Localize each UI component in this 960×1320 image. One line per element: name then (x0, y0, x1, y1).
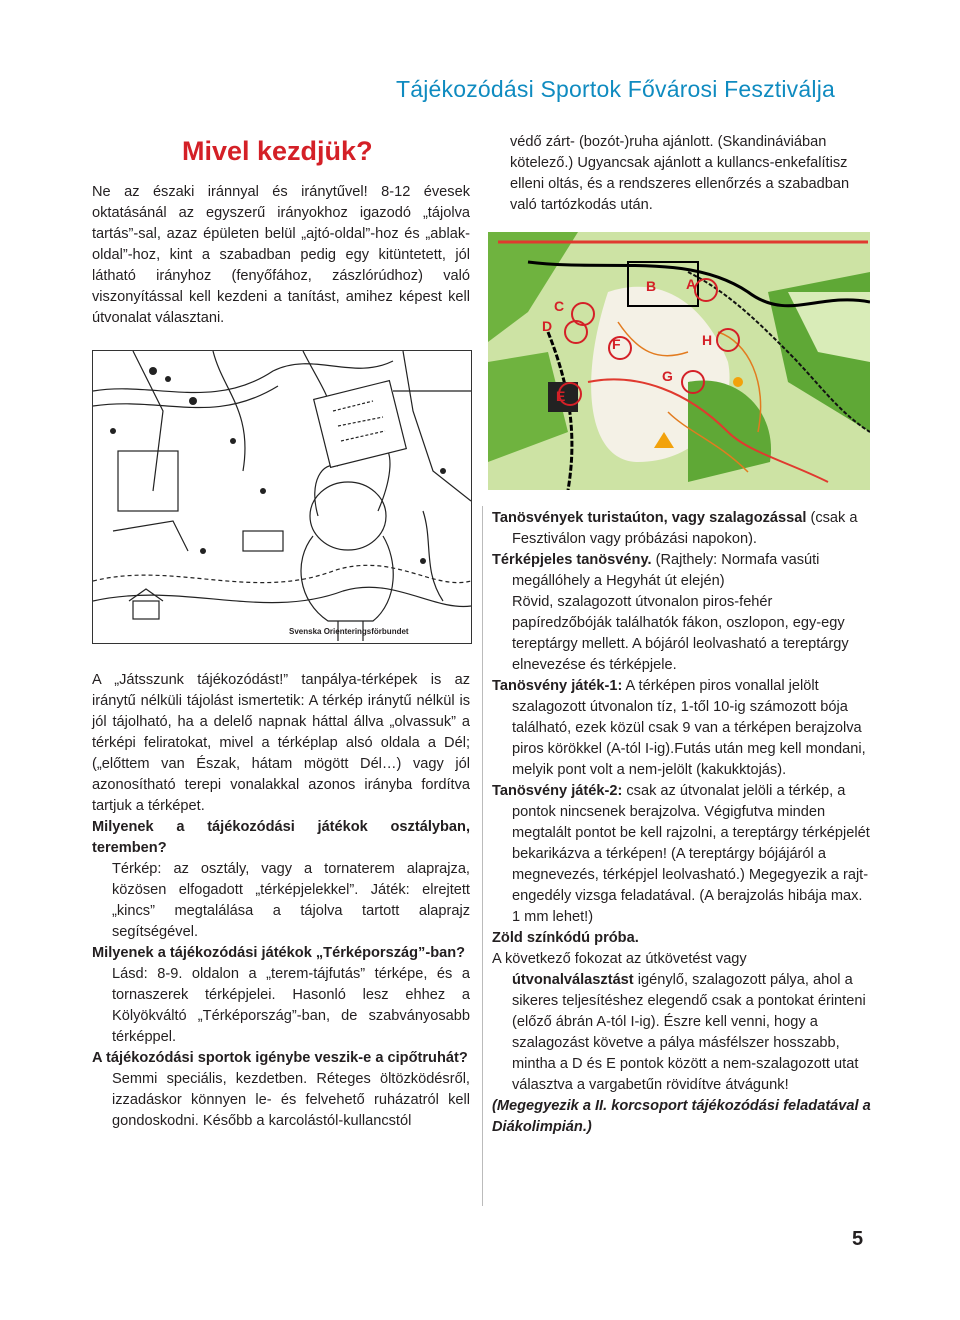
map-label-h: H (702, 332, 713, 348)
jatsszunk-paragraph: A „Játsszunk tájékozódást!” tanpálya-térképek is az iránytű nélküli tájolást ismertetik: A térkép iránytű nélkül is jól tájolható, ha a delelő napnak háttal állva „olvassuk” a térképi feliratokat, mivel a térképlap alsó oldala a Dél; („előttem van Észak, hátam mögött Dél…) vagy jól azonosítható terepi vonalakkal azonos irányba fordítva tartjuk a térképet. (92, 672, 470, 814)
map-label-c: C (554, 298, 565, 314)
map-label-a: A (686, 276, 697, 292)
terkepjeles-detail: Rövid, szalagozott útvonalon piros-fehér papíredzőbóják találhatók fákon, oszlopon, egy-egy tereptárgy mellett. A bójáról leolvasható a tereptárgy elnevezése és térképjele. (512, 594, 849, 673)
answer-terkeporszag: Lásd: 8-9. oldalon a „terem-tájfutás” térképe, és a tornaszerek térképjelei. Hasonló lesz ehhez a Kölyökváltó „Térképország”-ban, de szabványosabb térképpel. (112, 966, 470, 1045)
right-column-top: védő zárt- (bozót-)ruha ajánlott. (Skandináviában kötelező.) Ugyancsak ajánlott a kullancs-enkefalítisz elleni oltás, és a rendszeres ellenőrzés a szabadban való tartózkodás után. (510, 134, 850, 213)
orienteering-illustration (92, 350, 472, 644)
tanosvenyek-paragraph: Tanösvények turistaúton, vagy szalagozással (csak a Fesztiválon vagy próbázási napokon). (492, 510, 858, 547)
left-column (92, 670, 470, 1132)
map-label-f: F (612, 336, 621, 352)
utvonalvalasztas-paragraph: A következő fokozat az útkövetést vagy útvonalválasztást igénylő, szalagozott pálya, ahol a sikeres teljesítéshez elegendő csak a pontokat érinteni (előző ábrán A-tól I-ig). Észre kell venni, hogy a szalagozást követve a pálya másfélszer hosszabb, mintha a D és E pontok között a nem-szalagozott utat választva a vargabetűn rövidítve átvágunk! (492, 951, 866, 1093)
zold-proba-heading: Zöld színkódú próba. (492, 930, 639, 946)
terkepjeles-paragraph: Térképjeles tanösvény. (Rajthely: Normafa vasúti megállóhely a Hegyhát út elején) (492, 552, 820, 589)
map-label-d: D (542, 318, 553, 334)
answer-classroom: Térkép: az osztály, vagy a tornaterem alaprajza, közösen elfogadott „térképjelekkel”. Játék: elrejtett „kincs” megtalálása a tájolva tartott alaprajz segítségével. (112, 861, 470, 940)
illustration-caption: Svenska Orienteringsförbundet (289, 627, 409, 636)
section-title: Mivel kezdjük? (182, 136, 373, 166)
map-label-g: G (662, 368, 673, 384)
question-clothing: A tájékozódási sportok igénybe veszik-e a cipőtruhát? (92, 1050, 468, 1066)
diakolimpia-note: (Megegyezik a II. korcsoport tájékozódási feladatával a Diákolimpián.) (492, 1098, 871, 1135)
illustration-drawing (93, 351, 471, 643)
jatek2-paragraph: Tanösvény játék-2: csak az útvonalat jelöli a térkép, a pontok nincsenek berajzolva. Végigfutva minden megtalált pontot be kell rajzolni, a tereptárgy térképjelét bekarikázva a térképen! (A tereptárgy bójájáról a megnevezés, térképjel leolvasható.) Megegyezik a rajt-engedély vizsga feladatával. (A berajzolás hibája max. 1 mm lehet!) (492, 783, 870, 925)
answer-clothing: Semmi speciális, kezdetben. Réteges öltözködésről, izzadáskor könnyen le- és felvehető ruházatról kell gondoskodni. Később a karcolástól-kullancstól (112, 1071, 470, 1129)
question-terkeporszag: Milyenek a tájékozódási játékok „Térképország”-ban? (92, 945, 466, 961)
column-divider (482, 506, 483, 1206)
page-number: 5 (852, 1228, 864, 1250)
question-classroom: Milyenek a tájékozódási játékok osztályban, teremben? (92, 819, 470, 856)
page-header: Tájékozódási Sportok Fővárosi Fesztiválja (396, 76, 835, 102)
map-drawing (488, 232, 870, 490)
map-label-b: B (646, 278, 657, 294)
right-column (492, 508, 872, 1138)
map-label-e: E (556, 388, 566, 404)
orienteering-map (488, 232, 870, 490)
jatek1-paragraph: Tanösvény játék-1: A térképen piros vonallal jelölt szalagozott útvonalon tíz, 1-től 10-ig számozott bója található, ezek közül csak 9 van a térképen berajzolva piros körökkel (A-tól I-ig).Futás után meg kell mondani, melyik pont volt a nem-jelölt (kakukktojás). (492, 678, 866, 778)
intro-paragraph: Ne az északi iránnyal és iránytűvel! 8-12 évesek oktatásánál az egyszerű irányokhoz igazodó „tájolva tartás”-sal, azaz épületen belül „ajtó-oldal”-hoz és „ablak-oldal”-hoz, kint a szabadban pedig egy kitüntetett, jól látható irányhoz (fenyőfához, zászlórúdhoz) való viszonyítással kell kezdeni a tanítást, amihez képest kell útvonalat választani. (92, 184, 470, 326)
